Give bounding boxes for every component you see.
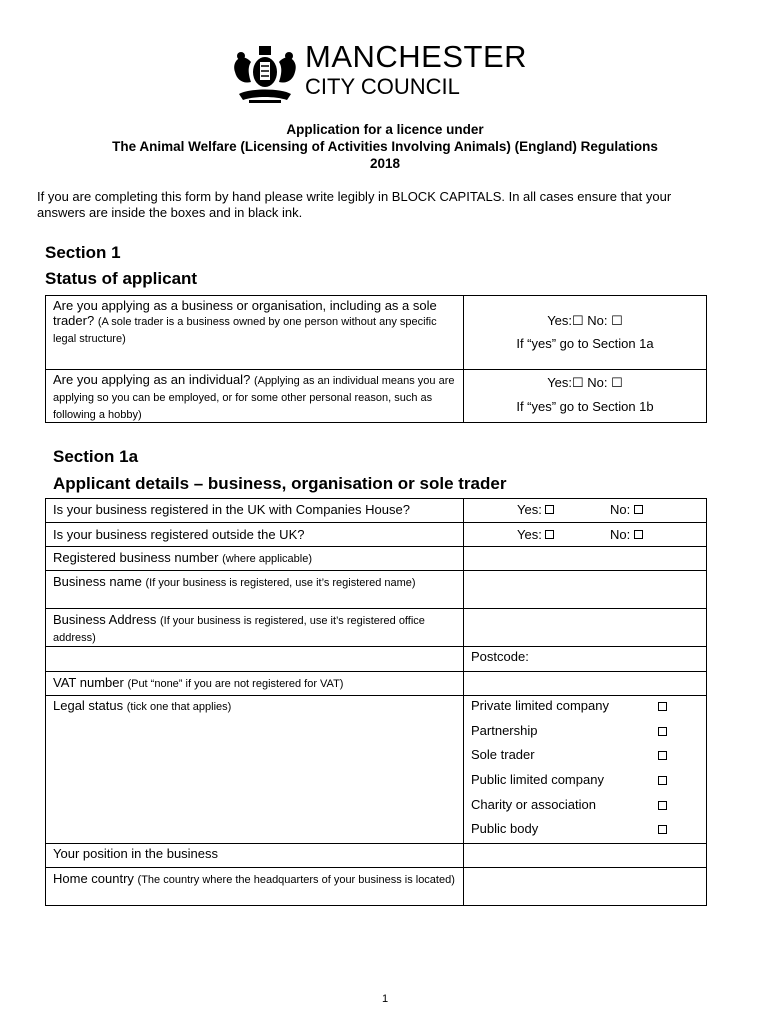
business-name-main: Business name [53, 574, 142, 589]
section1a-subtitle: Applicant details – business, organisation or sole trader [53, 474, 507, 493]
outside-uk-no[interactable] [610, 527, 643, 542]
vat-number-field[interactable] [464, 672, 706, 694]
page-number: 1 [381, 993, 389, 1005]
uk-registered-no-label: No: [610, 502, 631, 517]
form-title-line2: The Animal Welfare (Licensing of Activities Involving Animals) (England) Regulations [112, 139, 658, 154]
uk-registered-no[interactable] [610, 502, 643, 517]
outside-uk-yes-checkbox[interactable] [545, 530, 554, 539]
business-name-note: (If your business is registered, use it’s registered name) [145, 577, 416, 589]
vat-number-note: (Put “none” if you are not registered for VAT) [127, 678, 344, 690]
row-divider [45, 522, 707, 523]
position-label: Your position in the business [53, 846, 219, 861]
business-applicant-goto: If “yes” go to Section 1a [516, 336, 654, 351]
uk-registered-no-checkbox[interactable] [634, 505, 643, 514]
uk-registered-yes-label: Yes: [517, 502, 542, 517]
legal-status-main: Legal status [53, 698, 124, 713]
legal-option-public-body-checkbox[interactable] [658, 825, 667, 834]
vat-number-main: VAT number [53, 675, 124, 690]
home-country-main: Home country [53, 871, 134, 886]
business-applicant-main: Are you applying as a business or organisation, including as a sole trader? [53, 298, 437, 328]
row-divider [45, 695, 707, 696]
individual-applicant-answer[interactable]: Yes:☐ No: ☐ [547, 375, 623, 390]
individual-applicant-goto: If “yes” go to Section 1b [516, 399, 654, 414]
vat-number-label [53, 675, 343, 690]
council-name-line2: CITY COUNCIL [305, 74, 460, 99]
individual-applicant-question [53, 372, 458, 423]
uk-registered-yes-checkbox[interactable] [545, 505, 554, 514]
legal-option-partnership: Partnership [471, 723, 538, 738]
business-applicant-answer[interactable]: Yes:☐ No: ☐ [547, 313, 623, 328]
individual-applicant-note: (Applying as an individual means you are applying so you can be employed, or for some other personal reason, such as following a hobby) [53, 375, 455, 421]
business-address-main: Business Address [53, 612, 157, 627]
home-country-note: (The country where the headquarters of your business is located) [137, 874, 455, 886]
uk-registered-yes[interactable] [517, 502, 554, 517]
legal-option-public-body: Public body [471, 821, 539, 836]
business-address-note: (If your business is registered, use it’s registered office address) [53, 615, 425, 644]
section1a-title: Section 1a [53, 447, 139, 466]
position-field[interactable] [464, 844, 706, 866]
outside-uk-no-checkbox[interactable] [634, 530, 643, 539]
legal-status-note: (tick one that applies) [126, 701, 232, 713]
outside-uk-yes-label: Yes: [517, 527, 542, 542]
outside-uk-question: Is your business registered outside the UK? [53, 527, 305, 542]
form-title-line3: 2018 [369, 156, 401, 171]
instructions-text: If you are completing this form by hand please write legibly in BLOCK CAPITALS. In all cases ensure that your answers are inside the boxes and in black ink. [37, 189, 672, 220]
registered-number-label [53, 550, 312, 565]
business-applicant-note: (A sole trader is a business owned by one person without any specific legal structure) [53, 316, 437, 345]
registered-number-note: (where applicable) [222, 553, 312, 565]
status-table-row-divider [45, 369, 707, 370]
legal-status-label [53, 698, 231, 713]
business-name-field[interactable] [464, 571, 706, 607]
individual-applicant-main: Are you applying as an individual? [53, 372, 251, 387]
council-name-line1: MANCHESTER [305, 39, 528, 74]
legal-option-public-limited: Public limited company [471, 772, 604, 787]
home-country-label [53, 871, 458, 888]
legal-option-charity: Charity or association [471, 797, 596, 812]
legal-option-public-limited-checkbox[interactable] [658, 776, 667, 785]
registered-number-main: Registered business number [53, 550, 219, 565]
legal-option-sole-trader: Sole trader [471, 747, 535, 762]
legal-option-partnership-checkbox[interactable] [658, 727, 667, 736]
home-country-field[interactable] [464, 868, 706, 905]
postcode-label: Postcode: [471, 649, 529, 664]
form-title-line1: Application for a licence under [286, 122, 484, 137]
council-crest-logo [229, 42, 301, 108]
section1-subtitle: Status of applicant [45, 269, 198, 288]
registered-number-field[interactable] [464, 547, 706, 569]
section1-title: Section 1 [45, 243, 121, 262]
business-applicant-question [53, 298, 458, 347]
legal-option-private-limited-checkbox[interactable] [658, 702, 667, 711]
uk-registered-question: Is your business registered in the UK with Companies House? [53, 502, 410, 517]
address-extra-field[interactable] [46, 647, 462, 670]
outside-uk-yes[interactable] [517, 527, 554, 542]
business-name-label [53, 574, 458, 591]
legal-option-charity-checkbox[interactable] [658, 801, 667, 810]
business-address-label [53, 612, 458, 646]
outside-uk-no-label: No: [610, 527, 631, 542]
legal-option-sole-trader-checkbox[interactable] [658, 751, 667, 760]
legal-option-private-limited: Private limited company [471, 698, 609, 713]
business-address-field[interactable] [464, 609, 706, 645]
